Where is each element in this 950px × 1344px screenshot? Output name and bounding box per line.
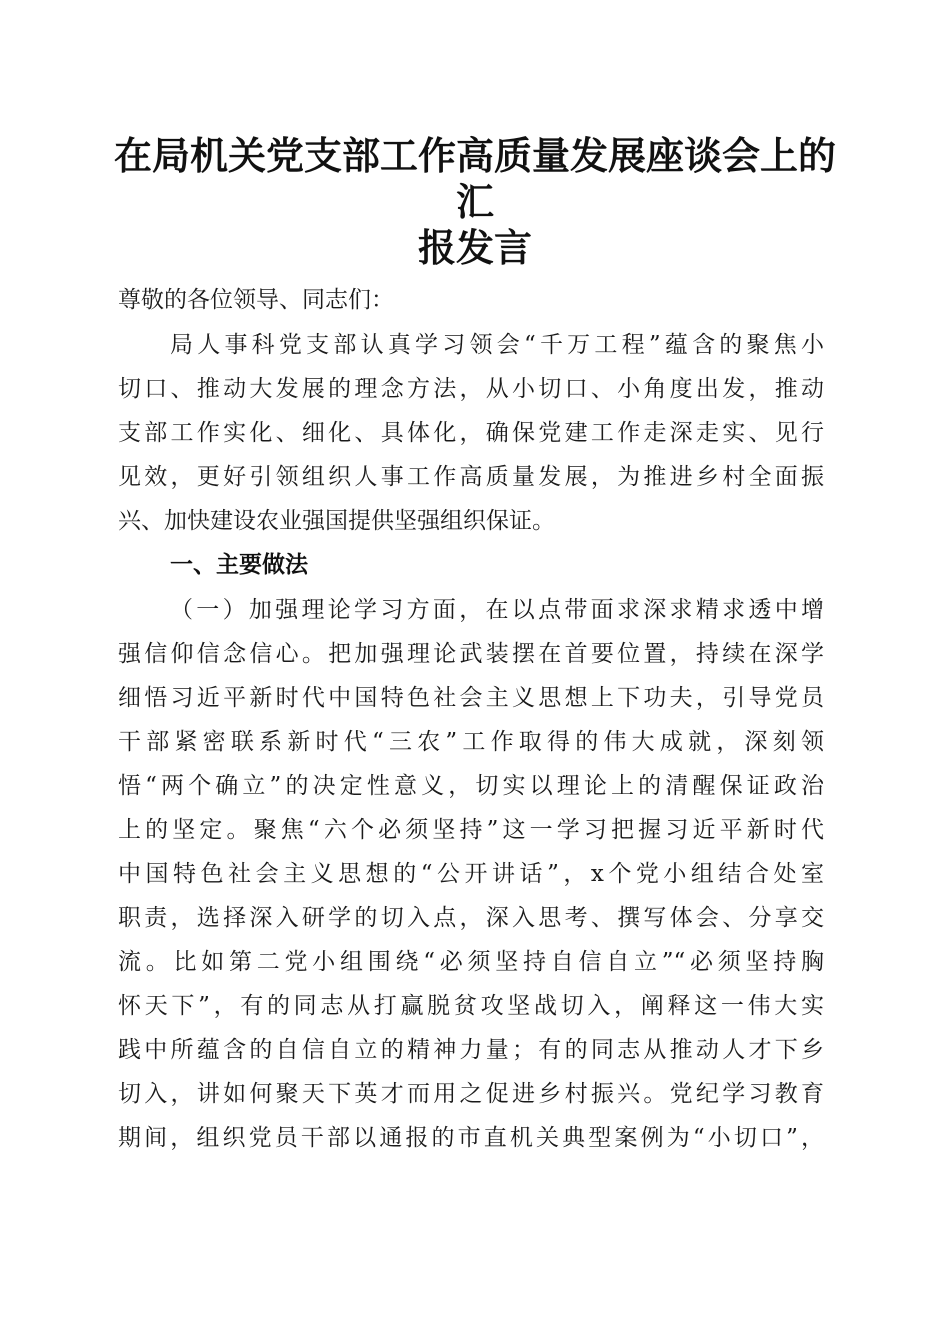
body-line: 怀天下”，有的同志从打赢脱贫攻坚战切入，阐释这一伟大实 [118,993,824,1019]
intro-line: 兴、加快建设农业强国提供坚强组织保证。 [118,508,555,534]
body-line: 中国特色社会主义思想的“公开讲话”，x个党小组结合处室 [118,861,824,887]
body-line: 强信仰信念信心。把加强理论武装摆在首要位置，持续在深学 [118,641,824,667]
body-line: 流。比如第二党小组围绕“必须坚持自信自立”“必须坚持胸 [118,949,824,975]
section-heading: 一、主要做法 [170,552,308,578]
body-line: （一）加强理论学习方面，在以点带面求深求精求透中增 [170,597,824,623]
body-line: 上的坚定。聚焦“六个必须坚持”这一学习把握习近平新时代 [118,817,824,843]
body-line: 干部紧密联系新时代“三农”工作取得的伟大成就，深刻领 [118,729,824,755]
intro-line: 局人事科党支部认真学习领会“千万工程”蕴含的聚焦小 [170,332,824,358]
body-line: 悟“两个确立”的决定性意义，切实以理论上的清醒保证政治 [118,773,824,799]
document-title [100,133,850,271]
salutation: 尊敬的各位领导、同志们： [118,287,394,313]
body-line: 细悟习近平新时代中国特色社会主义思想上下功夫，引导党员 [118,685,824,711]
body-line: 职责，选择深入研学的切入点，深入思考、撰写体会、分享交 [118,905,824,931]
body-line: 践中所蕴含的自信自立的精神力量；有的同志从推动人才下乡 [118,1037,824,1063]
intro-line: 切口、推动大发展的理念方法，从小切口、小角度出发，推动 [118,376,824,402]
intro-line: 见效，更好引领组织人事工作高质量发展，为推进乡村全面振 [118,464,824,490]
body-line: 期间，组织党员干部以通报的市直机关典型案例为“小切口”， [118,1125,824,1151]
intro-line: 支部工作实化、细化、具体化，确保党建工作走深走实、见行 [118,420,824,446]
title-line-2: 报发言 [417,225,532,270]
body-line: 切入，讲如何聚天下英才而用之促进乡村振兴。党纪学习教育 [118,1081,824,1107]
title-line-1: 在局机关党支部工作高质量发展座谈会上的汇 [113,133,836,224]
